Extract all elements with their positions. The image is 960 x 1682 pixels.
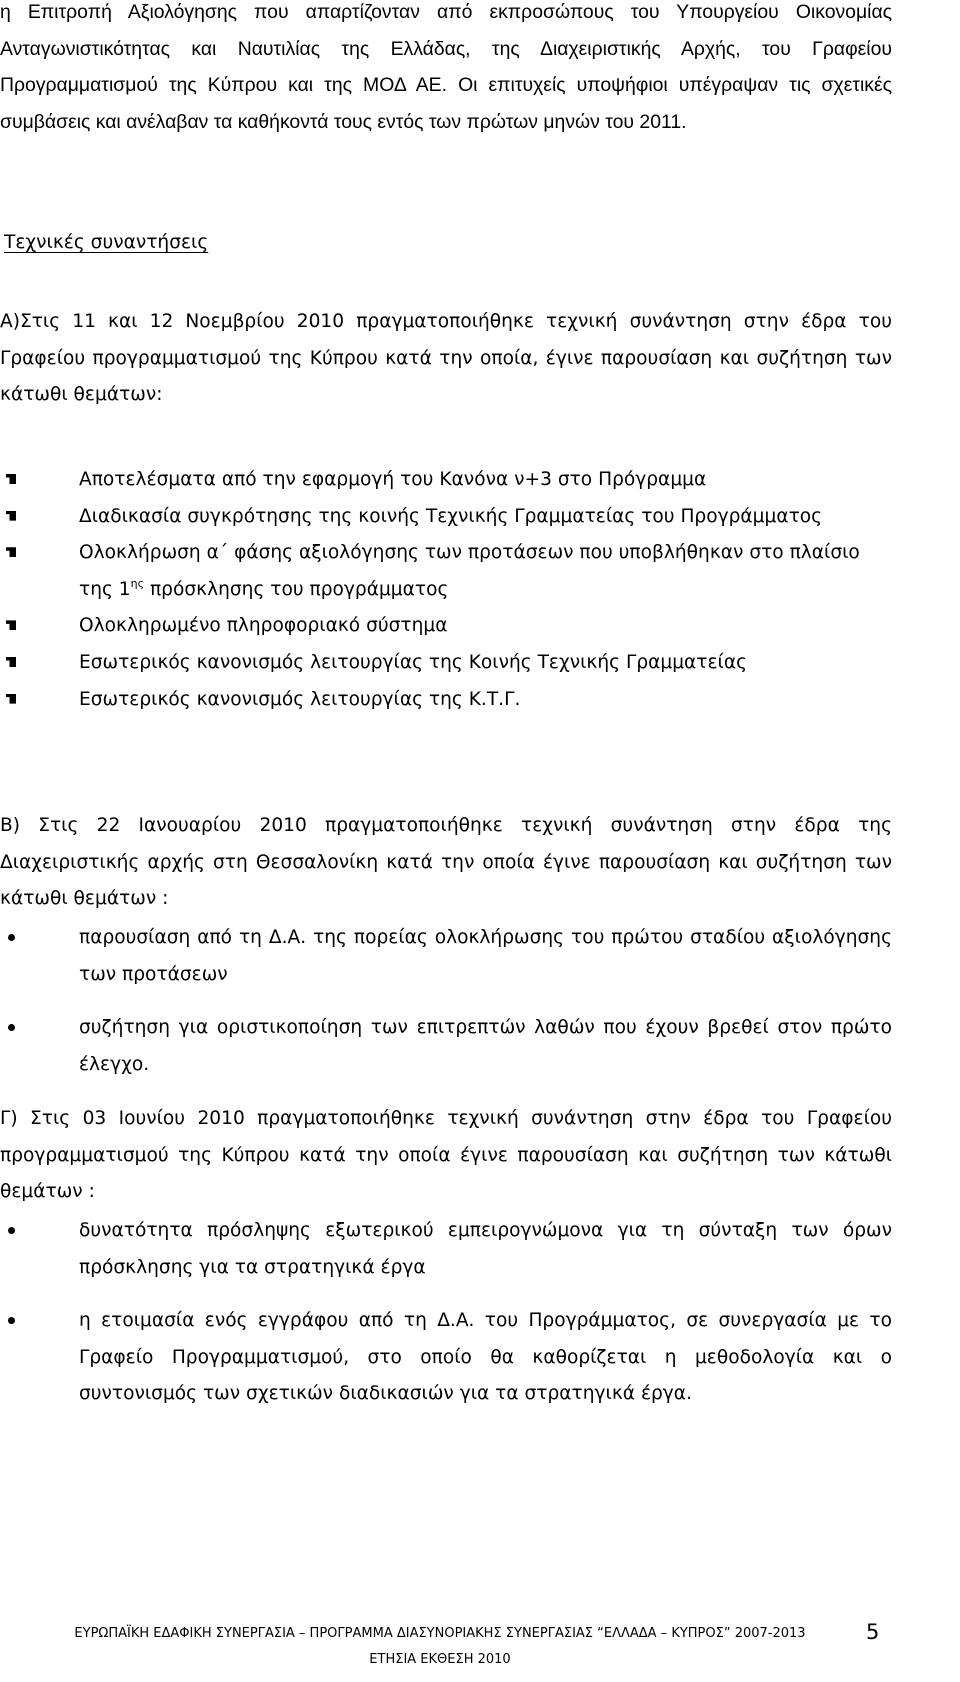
bullet-dot-icon [8, 934, 15, 941]
section-a-paragraph: Α)Στις 11 και 12 Νοεμβρίου 2010 πραγματοποιήθηκε τεχνική συνάντηση στην έδρα του Γραφείου προγραμματισμού της Κύπρου κατά την οποία, έγινε παρουσίαση και συζήτηση των κάτωθι θεμάτων: [0, 311, 892, 406]
section-a-list [0, 462, 892, 718]
list-item: η ετοιμασία ενός εγγράφου από τη Δ.Α. του Προγράμματος, σε συνεργασία με το Γραφείο Προγραμματισμού, στο οποίο θα καθορίζεται η μεθοδολογία και ο συντονισμός των σχετικών διαδικασιών για τα στρατηγικά έργα. [0, 1303, 892, 1413]
list-item: Εσωτερικός κανονισμός λειτουργίας της Κοινής Τεχνικής Γραμματείας [0, 645, 892, 682]
bullet-dot-icon [8, 1227, 15, 1234]
footer-report-title: ΕΤΗΣΙΑ ΕΚΘΕΣΗ 2010 [369, 1652, 511, 1667]
square-bullet-icon [6, 620, 16, 630]
list-item: Ολοκληρωμένο πληροφοριακό σύστημα [0, 608, 892, 645]
list-item: Εσωτερικός κανονισμός λειτουργίας της Κ.Τ.Γ. [0, 682, 892, 719]
section-heading: Τεχνικές συναντήσεις [4, 232, 209, 253]
ordinal-superscript: ης [130, 576, 145, 590]
list-item: Αποτελέσματα από την εφαρμογή του Κανόνα ν+3 στο Πρόγραμμα [0, 462, 892, 499]
intro-paragraph: η Επιτροπή Αξιολόγησης που απαρτίζονταν από εκπροσώπους του Υπουργείου Οικονομίας Ανταγωνιστικότητας και Ναυτιλίας της Ελλάδας, της Διαχειριστικής Αρχής, του Γραφείου Προγραμματισμού της Κύπρου και της ΜΟΔ ΑΕ. Οι επιτυχείς υποψήφιοι υπέγραψαν τις σχετικές συμβάσεις και ανέλαβαν τα καθήκοντά τους εντός των πρώτων μηνών του 2011. [0, 1, 892, 133]
list-item: συζήτηση για οριστικοποίηση των επιτρεπτών λαθών που έχουν βρεθεί στον πρώτο έλεγχο. [0, 1010, 892, 1083]
square-bullet-icon [6, 474, 16, 484]
list-item: δυνατότητα πρόσληψης εξωτερικού εμπειρογνώμονα για τη σύνταξη των όρων πρόσκλησης για τα στρατηγικά έργα [0, 1213, 892, 1286]
footer-program-title: ΕΥΡΩΠΑΪΚΗ ΕΔΑΦΙΚΗ ΣΥΝΕΡΓΑΣΙΑ – ΠΡΟΓΡΑΜΜΑ ΔΙΑΣΥΝΟΡΙΑΚΗΣ ΣΥΝΕΡΓΑΣΙΑΣ “ΕΛΛΑΔΑ – ΚΥΠΡΟΣ” 2007-2013 [74, 1626, 806, 1641]
list-item: παρουσίαση από τη Δ.Α. της πορείας ολοκλήρωσης του πρώτου σταδίου αξιολόγησης των προτάσεων [0, 920, 892, 993]
square-bullet-icon [6, 657, 16, 667]
bullet-dot-icon [8, 1317, 15, 1324]
square-bullet-icon [6, 694, 16, 704]
square-bullet-icon [6, 511, 16, 521]
list-item: Διαδικασία συγκρότησης της κοινής Τεχνικής Γραμματείας του Προγράμματος [0, 499, 892, 536]
section-b-paragraph: Β) Στις 22 Ιανουαρίου 2010 πραγματοποιήθηκε τεχνική συνάντηση στην έδρα της Διαχειριστικής αρχής στη Θεσσαλονίκη κατά την οποία έγινε παρουσίαση και συζήτηση των κάτωθι θεμάτων : [0, 815, 892, 910]
square-bullet-icon [6, 547, 16, 557]
list-item: Ολοκλήρωση α΄ φάσης αξιολόγησης των προτάσεων που υποβλήθηκαν στο πλαίσιο της $1^{\eta\varsigma}$ πρόσκλησης του προγράμματος [0, 535, 892, 608]
bullet-dot-icon [8, 1024, 15, 1031]
section-b-list [0, 920, 892, 1083]
section-c-list [0, 1213, 892, 1413]
section-c-paragraph: Γ) Στις 03 Ιουνίου 2010 πραγματοποιήθηκε τεχνική συνάντηση στην έδρα του Γραφείου προγραμματισμού της Κύπρου κατά την οποία έγινε παρουσίαση και συζήτηση των κάτωθι θεμάτων : [0, 1108, 892, 1203]
page-number: 5 [866, 1620, 880, 1644]
